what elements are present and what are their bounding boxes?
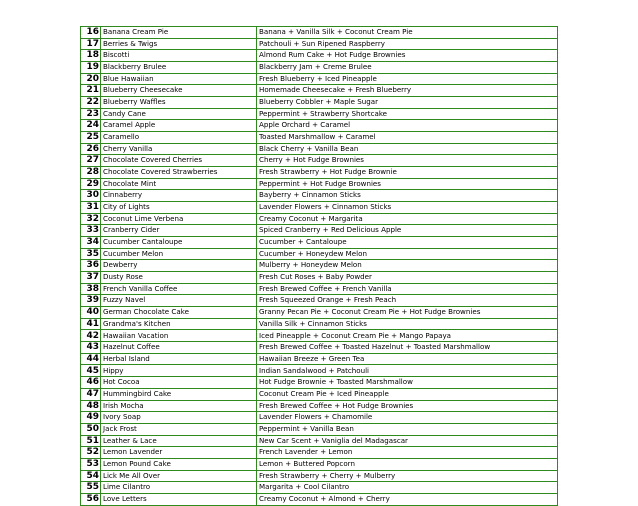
row-number-cell: 32 — [81, 213, 101, 225]
row-number-cell: 40 — [81, 307, 101, 319]
scent-combination-cell: Peppermint + Vanilla Bean — [257, 423, 558, 435]
fragrance-name-cell: Lemon Pound Cake — [101, 458, 257, 470]
table-row — [81, 412, 558, 424]
row-number-cell: 53 — [81, 458, 101, 470]
table-row — [81, 353, 558, 365]
row-number-cell: 55 — [81, 482, 101, 494]
row-number-cell: 16 — [81, 27, 101, 39]
scent-combination-cell: Almond Rum Cake + Hot Fudge Brownies — [257, 50, 558, 62]
fragrance-name-cell: Chocolate Covered Strawberries — [101, 167, 257, 179]
scent-combination-cell: Fresh Squeezed Orange + Fresh Peach — [257, 295, 558, 307]
fragrance-name-cell: Cherry Vanilla — [101, 143, 257, 155]
row-number-cell: 20 — [81, 73, 101, 85]
fragrance-name-cell: Blue Hawaiian — [101, 73, 257, 85]
row-number-cell: 26 — [81, 143, 101, 155]
fragrance-name-cell: Grandma's Kitchen — [101, 318, 257, 330]
scent-combination-cell: Blackberry Jam + Creme Brulee — [257, 62, 558, 74]
fragrance-name-cell: Caramello — [101, 132, 257, 144]
row-number-cell: 41 — [81, 318, 101, 330]
table-row — [81, 225, 558, 237]
table-row — [81, 120, 558, 132]
row-number-cell: 47 — [81, 388, 101, 400]
scent-combination-cell: Creamy Coconut + Margarita — [257, 213, 558, 225]
row-number-cell: 48 — [81, 400, 101, 412]
table-row — [81, 493, 558, 505]
row-number-cell: 34 — [81, 237, 101, 249]
row-number-cell: 18 — [81, 50, 101, 62]
row-number-cell: 56 — [81, 493, 101, 505]
row-number-cell: 35 — [81, 248, 101, 260]
fragrance-name-cell: Jack Frost — [101, 423, 257, 435]
scent-combination-cell: Cucumber + Honeydew Melon — [257, 248, 558, 260]
scent-combination-cell: Black Cherry + Vanilla Bean — [257, 143, 558, 155]
scent-combination-cell: Hot Fudge Brownie + Toasted Marshmallow — [257, 377, 558, 389]
table-row — [81, 85, 558, 97]
fragrance-name-cell: Hippy — [101, 365, 257, 377]
row-number-cell: 44 — [81, 353, 101, 365]
table-row — [81, 435, 558, 447]
row-number-cell: 29 — [81, 178, 101, 190]
scent-combination-cell: Peppermint + Hot Fudge Brownies — [257, 178, 558, 190]
table-row — [81, 283, 558, 295]
scent-combination-cell: Toasted Marshmallow + Caramel — [257, 132, 558, 144]
table-row — [81, 365, 558, 377]
fragrance-name-cell: Blackberry Brulee — [101, 62, 257, 74]
fragrance-name-cell: Chocolate Mint — [101, 178, 257, 190]
table-row — [81, 132, 558, 144]
table-row — [81, 50, 558, 62]
table-row — [81, 272, 558, 284]
fragrance-name-cell: Biscotti — [101, 50, 257, 62]
table-row — [81, 190, 558, 202]
scent-combination-cell: Homemade Cheesecake + Fresh Blueberry — [257, 85, 558, 97]
scent-combination-cell: Blueberry Cobbler + Maple Sugar — [257, 97, 558, 109]
scent-combination-cell: Coconut Cream Pie + Iced Pineapple — [257, 388, 558, 400]
fragrance-name-cell: Hot Cocoa — [101, 377, 257, 389]
table-row — [81, 97, 558, 109]
fragrance-name-cell: Ivory Soap — [101, 412, 257, 424]
scent-combination-cell: Iced Pineapple + Coconut Cream Pie + Mango Papaya — [257, 330, 558, 342]
scent-combination-cell: Margarita + Cool Cilantro — [257, 482, 558, 494]
scent-combination-cell: Fresh Brewed Coffee + French Vanilla — [257, 283, 558, 295]
table-row — [81, 388, 558, 400]
row-number-cell: 49 — [81, 412, 101, 424]
table-row — [81, 470, 558, 482]
fragrance-name-cell: Lemon Lavender — [101, 447, 257, 459]
scent-combination-cell: Fresh Brewed Coffee + Toasted Hazelnut + Toasted Marshmallow — [257, 342, 558, 354]
fragrance-name-cell: Hummingbird Cake — [101, 388, 257, 400]
fragrance-name-cell: Blueberry Waffles — [101, 97, 257, 109]
table-row — [81, 38, 558, 50]
scent-combination-cell: Granny Pecan Pie + Coconut Cream Pie + Hot Fudge Brownies — [257, 307, 558, 319]
fragrance-name-cell: Banana Cream Pie — [101, 27, 257, 39]
table-row — [81, 482, 558, 494]
table-row — [81, 73, 558, 85]
fragrance-name-cell: Love Letters — [101, 493, 257, 505]
table-row — [81, 237, 558, 249]
row-number-cell: 45 — [81, 365, 101, 377]
scent-combination-cell: Lemon + Buttered Popcorn — [257, 458, 558, 470]
table-row — [81, 447, 558, 459]
scent-combination-cell: Lavender Flowers + Cinnamon Sticks — [257, 202, 558, 214]
fragrance-table-sheet — [80, 26, 557, 506]
fragrance-name-cell: German Chocolate Cake — [101, 307, 257, 319]
row-number-cell: 24 — [81, 120, 101, 132]
scent-combination-cell: Cherry + Hot Fudge Brownies — [257, 155, 558, 167]
scent-combination-cell: Banana + Vanilla Silk + Coconut Cream Pie — [257, 27, 558, 39]
table-row — [81, 213, 558, 225]
row-number-cell: 31 — [81, 202, 101, 214]
row-number-cell: 38 — [81, 283, 101, 295]
fragrance-name-cell: Leather & Lace — [101, 435, 257, 447]
row-number-cell: 50 — [81, 423, 101, 435]
fragrance-name-cell: Hazelnut Coffee — [101, 342, 257, 354]
table-row — [81, 330, 558, 342]
fragrance-name-cell: Cinnaberry — [101, 190, 257, 202]
table-row — [81, 295, 558, 307]
fragrance-name-cell: Chocolate Covered Cherries — [101, 155, 257, 167]
row-number-cell: 28 — [81, 167, 101, 179]
table-row — [81, 143, 558, 155]
row-number-cell: 37 — [81, 272, 101, 284]
row-number-cell: 43 — [81, 342, 101, 354]
fragrance-name-cell: Cucumber Cantaloupe — [101, 237, 257, 249]
scent-combination-cell: Fresh Cut Roses + Baby Powder — [257, 272, 558, 284]
table-row — [81, 307, 558, 319]
scent-combination-cell: Creamy Coconut + Almond + Cherry — [257, 493, 558, 505]
table-row — [81, 400, 558, 412]
table-row — [81, 27, 558, 39]
row-number-cell: 17 — [81, 38, 101, 50]
row-number-cell: 52 — [81, 447, 101, 459]
row-number-cell: 51 — [81, 435, 101, 447]
fragrance-table-body — [81, 27, 558, 506]
scent-combination-cell: Indian Sandalwood + Patchouli — [257, 365, 558, 377]
fragrance-name-cell: Blueberry Cheesecake — [101, 85, 257, 97]
fragrance-name-cell: French Vanilla Coffee — [101, 283, 257, 295]
scent-combination-cell: New Car Scent + Vaniglia del Madagascar — [257, 435, 558, 447]
row-number-cell: 22 — [81, 97, 101, 109]
row-number-cell: 46 — [81, 377, 101, 389]
table-row — [81, 342, 558, 354]
scent-combination-cell: Cucumber + Cantaloupe — [257, 237, 558, 249]
scent-combination-cell: Bayberry + Cinnamon Sticks — [257, 190, 558, 202]
scent-combination-cell: Apple Orchard + Caramel — [257, 120, 558, 132]
fragrance-name-cell: City of Lights — [101, 202, 257, 214]
fragrance-name-cell: Hawaiian Vacation — [101, 330, 257, 342]
table-row — [81, 260, 558, 272]
table-row — [81, 423, 558, 435]
scent-combination-cell: Lavender Flowers + Chamomile — [257, 412, 558, 424]
fragrance-name-cell: Herbal Island — [101, 353, 257, 365]
table-row — [81, 318, 558, 330]
fragrance-name-cell: Cranberry Cider — [101, 225, 257, 237]
fragrance-name-cell: Candy Cane — [101, 108, 257, 120]
scent-combination-cell: Patchouli + Sun Ripened Raspberry — [257, 38, 558, 50]
table-row — [81, 377, 558, 389]
row-number-cell: 30 — [81, 190, 101, 202]
scent-combination-cell: Peppermint + Strawberry Shortcake — [257, 108, 558, 120]
fragrance-name-cell: Cucumber Melon — [101, 248, 257, 260]
scent-combination-cell: Fresh Brewed Coffee + Hot Fudge Brownies — [257, 400, 558, 412]
row-number-cell: 23 — [81, 108, 101, 120]
scent-combination-cell: Vanilla Silk + Cinnamon Sticks — [257, 318, 558, 330]
row-number-cell: 25 — [81, 132, 101, 144]
scent-combination-cell: Fresh Blueberry + Iced Pineapple — [257, 73, 558, 85]
table-row — [81, 458, 558, 470]
scent-combination-cell: Hawaiian Breeze + Green Tea — [257, 353, 558, 365]
scent-combination-cell: French Lavender + Lemon — [257, 447, 558, 459]
fragrance-name-cell: Coconut Lime Verbena — [101, 213, 257, 225]
fragrance-name-cell: Caramel Apple — [101, 120, 257, 132]
table-row — [81, 202, 558, 214]
fragrance-table — [80, 26, 558, 506]
fragrance-name-cell: Dewberry — [101, 260, 257, 272]
fragrance-name-cell: Berries & Twigs — [101, 38, 257, 50]
fragrance-name-cell: Irish Mocha — [101, 400, 257, 412]
scent-combination-cell: Spiced Cranberry + Red Delicious Apple — [257, 225, 558, 237]
scent-combination-cell: Fresh Strawberry + Cherry + Mulberry — [257, 470, 558, 482]
scent-combination-cell: Fresh Strawberry + Hot Fudge Brownie — [257, 167, 558, 179]
row-number-cell: 19 — [81, 62, 101, 74]
row-number-cell: 39 — [81, 295, 101, 307]
table-row — [81, 155, 558, 167]
row-number-cell: 36 — [81, 260, 101, 272]
table-row — [81, 248, 558, 260]
table-row — [81, 167, 558, 179]
scent-combination-cell: Mulberry + Honeydew Melon — [257, 260, 558, 272]
row-number-cell: 42 — [81, 330, 101, 342]
fragrance-name-cell: Lick Me All Over — [101, 470, 257, 482]
table-row — [81, 108, 558, 120]
row-number-cell: 54 — [81, 470, 101, 482]
table-row — [81, 178, 558, 190]
row-number-cell: 21 — [81, 85, 101, 97]
row-number-cell: 27 — [81, 155, 101, 167]
fragrance-name-cell: Dusty Rose — [101, 272, 257, 284]
fragrance-name-cell: Lime Cilantro — [101, 482, 257, 494]
table-row — [81, 62, 558, 74]
row-number-cell: 33 — [81, 225, 101, 237]
fragrance-name-cell: Fuzzy Navel — [101, 295, 257, 307]
